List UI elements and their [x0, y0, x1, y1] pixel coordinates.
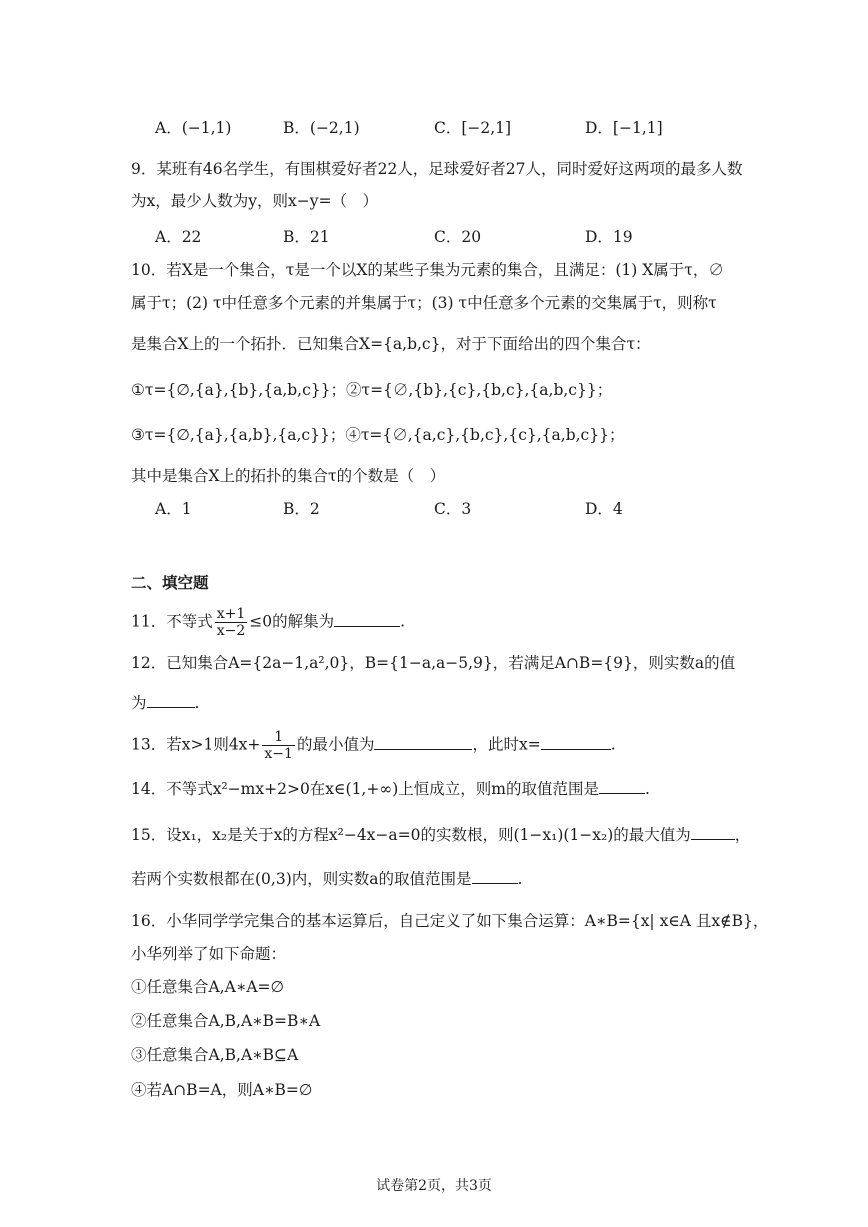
q10-line-5: ③τ={∅,{a},{a,b},{a,c}}；④τ={∅,{a,c},{b,c},{c},{a,b,c}}；: [131, 426, 625, 444]
q14-answer-blank: [599, 779, 645, 794]
question-13: [131, 729, 616, 762]
q13-answer-blank-1: [374, 735, 472, 750]
q11-period: .: [400, 612, 406, 631]
q16-item-2: ②任意集合A,B,A∗B=B∗A: [131, 1012, 321, 1030]
q10-line-4: ①τ={∅,{a},{b},{a,b,c}}；②τ={∅,{b},{c},{b,c},{a,b,c}}；: [131, 381, 613, 399]
q15-line-2: [131, 868, 522, 890]
q14-period: .: [645, 780, 650, 798]
q8-option-d: D．[−1,1]: [585, 119, 663, 137]
q15-line-1: [131, 824, 750, 846]
q11-answer-blank: [334, 612, 400, 627]
q9-line-2: 为x，最少人数为y，则x−y=（ ）: [131, 192, 378, 210]
q12-answer-blank: [147, 693, 195, 708]
q15-line-2-text: 若两个实数根都在(0,3)内，则实数a的取值范围是: [131, 870, 472, 888]
q10-option-a: A．1: [155, 500, 192, 518]
q13-fraction: [262, 729, 295, 762]
q10-line-3: 是集合X上的一个拓扑．已知集合X={a,b,c}，对于下面给出的四个集合τ：: [131, 335, 651, 353]
q12-period: .: [194, 694, 200, 712]
q15-answer-blank-2: [472, 869, 518, 884]
q13-mid-2: ，此时x=: [472, 735, 541, 754]
q8-option-c: C．[−2,1]: [434, 119, 512, 137]
q16-line-1: 16．小华同学学完集合的基本运算后，自己定义了如下集合运算：A∗B={x| x∈A 且x∉B}，: [131, 912, 769, 930]
q10-option-c: C．3: [434, 500, 472, 518]
q10-option-b: B．2: [283, 500, 320, 518]
q13-prefix: 13．若x>1则4x+: [131, 735, 261, 754]
question-11: [131, 606, 405, 639]
q10-line-6: 其中是集合X上的拓扑的集合τ的个数是（ ）: [131, 467, 446, 485]
q8-option-b: B．(−2,1): [283, 119, 360, 137]
q11-fraction: [215, 606, 248, 639]
q16-item-3: ③任意集合A,B,A∗B⊆A: [131, 1046, 299, 1064]
q13-mid: 的最小值为: [296, 735, 375, 754]
q15-period: .: [517, 870, 523, 888]
q12-line-2: [131, 692, 199, 714]
q11-numerator: x+1: [216, 606, 246, 622]
q16-item-1: ①任意集合A,A∗A=∅: [131, 978, 285, 996]
q15-comma: ，: [734, 826, 751, 844]
q9-option-d: D．19: [585, 228, 633, 246]
q15-line-1-text: 15．设x₁，x₂是关于x的方程x²−4x−a=0的实数根，则(1−x₁)(1−x₂)的最大值为: [131, 826, 691, 844]
q9-option-b: B．21: [283, 228, 330, 246]
q15-answer-blank-1: [691, 825, 735, 840]
q11-denominator: x−2: [216, 623, 246, 639]
q10-line-1: 10．若X是一个集合，τ是一个以X的某些子集为元素的集合，且满足：(1) X属于τ，∅: [131, 261, 724, 279]
question-14: [131, 778, 650, 800]
q16-item-4: ④若A∩B=A，则A∗B=∅: [131, 1081, 313, 1099]
q13-period: .: [610, 735, 616, 754]
q10-line-2: 属于τ；(2) τ中任意多个元素的并集属于τ；(3) τ中任意多个元素的交集属于τ，则称τ: [131, 294, 717, 312]
q11-prefix: 11．不等式: [131, 612, 213, 631]
q13-denominator: x−1: [264, 746, 293, 762]
q14-text: 14．不等式x²−mx+2>0在x∈(1,+∞)上恒成立，则m的取值范围是: [131, 780, 599, 798]
page-footer: 试卷第2页，共3页: [376, 1178, 492, 1194]
q12-line-2-text: 为: [131, 694, 147, 712]
q13-answer-blank-2: [541, 735, 611, 750]
q9-option-c: C．20: [434, 228, 482, 246]
q16-line-2: 小华列举了如下命题：: [131, 945, 287, 963]
q9-line-1: 9．某班有46名学生，有围棋爱好者22人，足球爱好者27人，同时爱好这两项的最多人数: [131, 160, 743, 178]
q13-numerator: 1: [262, 729, 295, 746]
q12-line-1: 12．已知集合A={2a−1,a²,0}，B={1−a,a−5,9}，若满足A∩B={9}，则实数a的值: [131, 654, 736, 672]
q9-option-a: A．22: [155, 228, 202, 246]
q11-suffix: ≤0的解集为: [249, 612, 335, 631]
q10-option-d: D．4: [585, 500, 623, 518]
section-title-fill-in: 二、填空题: [131, 573, 209, 592]
q8-option-a: A．(−1,1): [155, 119, 232, 137]
